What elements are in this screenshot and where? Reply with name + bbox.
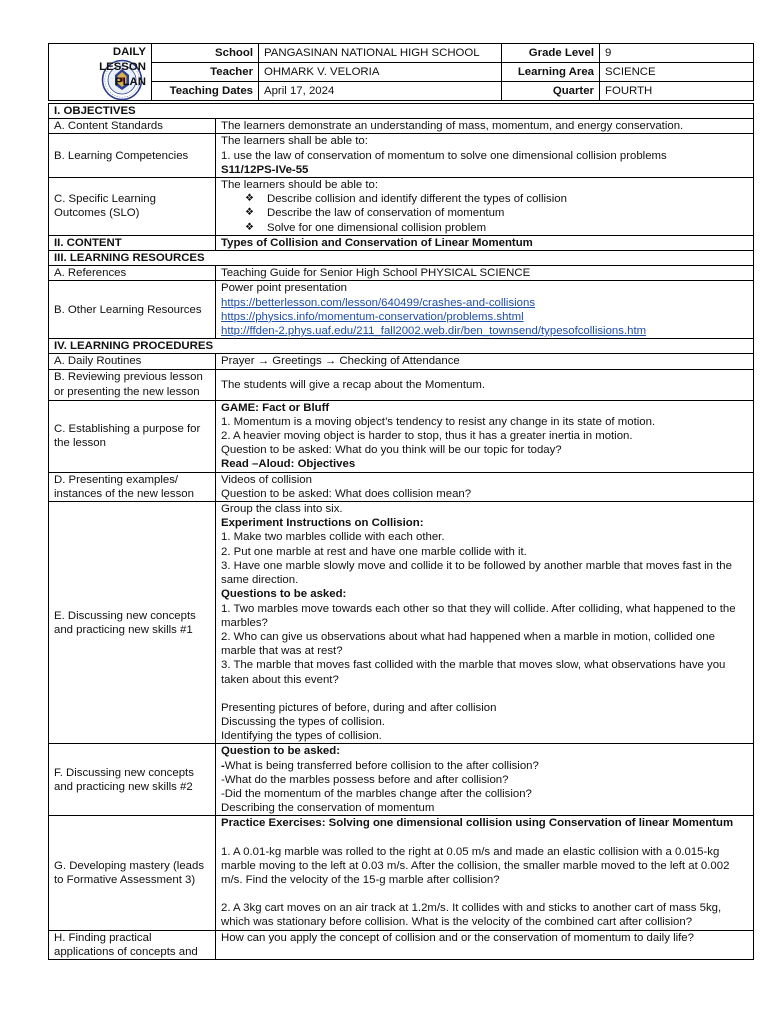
- discussing2-line: Describing the conservation of momentum: [221, 802, 435, 815]
- competencies-item: 1. use the law of conservation of momentum to solve one dimensional collision problems: [221, 149, 667, 162]
- discussing1-line: 3. Have one marble slowly move and collide it to be followed by another marble that moves fast in the same direction.: [221, 559, 732, 587]
- slo-cell: [216, 178, 754, 236]
- reviewing-label: B. Reviewing previous lesson or presenting the new lesson: [49, 369, 216, 400]
- discussing2-line: -Did the momentum of the marbles change after the collision?: [221, 787, 532, 800]
- content-text: Types of Collision and Conservation of Linear Momentum: [216, 235, 754, 250]
- slo-intro: The learners should be able to:: [221, 179, 379, 192]
- mastery-line: Practice Exercises: Solving one dimensional collision using Conservation of linear Momentum: [221, 817, 734, 830]
- purpose-game: GAME: Fact or Bluff: [221, 401, 330, 414]
- discussing1-line: 2. Who can give us observations about what had happened when a marble in motion, collided one marble that was at rest?: [221, 630, 715, 658]
- routine-greetings: Greetings: [272, 355, 322, 368]
- lesson-plan-table: [48, 103, 754, 960]
- slo-item: ❖ Describe the law of conservation of momentum: [245, 206, 748, 220]
- quarter-value: FOURTH: [600, 82, 754, 101]
- discussing1-line: Group the class into six.: [221, 503, 343, 516]
- references-label: A. References: [49, 266, 216, 281]
- quarter-label: Quarter: [502, 82, 600, 101]
- daily-routines-label: A. Daily Routines: [49, 354, 216, 369]
- purpose-line: 1. Momentum is a moving object’s tendency to resist any change in its state of motion.: [221, 415, 656, 428]
- daily-routines-cell: [216, 354, 754, 369]
- slo-item: ❖ Solve for one dimensional collision problem: [245, 221, 748, 235]
- title-cell: [49, 44, 152, 101]
- discussing2-cell: [216, 744, 754, 816]
- purpose-line: Question to be asked: What do you think will be our topic for today?: [221, 444, 562, 457]
- discussing1-line: 1. Two marbles move towards each other so that they will collide. After colliding, what happened to the marbles?: [221, 602, 736, 629]
- learning-area-label: Learning Area: [502, 63, 600, 82]
- discussing1-line: Identifying the types of collision.: [221, 730, 382, 743]
- competencies-label: B. Learning Competencies: [49, 134, 216, 178]
- arrow-right-icon: →: [324, 355, 337, 368]
- discussing2-label: F. Discussing new concepts and practicing new skills #2: [49, 744, 216, 816]
- other-resources-cell: [216, 281, 754, 339]
- competencies-intro: The learners shall be able to:: [221, 135, 368, 148]
- mastery-line: 2. A 3kg cart moves on an air track at 1.2m/s. It collides with and sticks to another cart of mass 5kg, which was stationary before collision. What is the velocity of the combined cart after collision?: [221, 902, 722, 929]
- purpose-line: 2. A heavier moving object is harder to stop, thus it has a greater inertia in motion.: [221, 430, 633, 443]
- arrow-right-icon: →: [257, 355, 270, 368]
- discussing1-line: Presenting pictures of before, during and after collision: [221, 701, 497, 714]
- other-resources-intro: Power point presentation: [221, 282, 348, 295]
- applications-label: H. Finding practical applications of concepts and: [49, 930, 216, 959]
- discussing1-line: Discussing the types of collision.: [221, 715, 385, 728]
- slo-list: [221, 192, 748, 235]
- presenting-label: D. Presenting examples/ instances of the new lesson: [49, 472, 216, 501]
- other-resources-label: B. Other Learning Resources: [49, 281, 216, 339]
- competencies-cell: [216, 134, 754, 178]
- applications-text: How can you apply the concept of collision and or the conservation of momentum to daily life?: [216, 930, 754, 959]
- purpose-cell: [216, 400, 754, 472]
- presenting-cell: [216, 472, 754, 501]
- discussing1-cell: [216, 502, 754, 744]
- learning-area-value: SCIENCE: [600, 63, 754, 82]
- discussing2-line: Question to be asked:: [221, 745, 340, 758]
- presenting-line: Question to be asked: What does collision mean?: [221, 487, 472, 500]
- grade-level-label: Grade Level: [502, 44, 600, 63]
- discussing2-line: -What do the marbles possess before and after collision?: [221, 773, 509, 786]
- discussing1-label: E. Discussing new concepts and practicing new skills #1: [49, 502, 216, 744]
- discussing1-line: 2. Put one marble at rest and have one marble collide with it.: [221, 545, 527, 558]
- slo-item: ❖ Describe collision and identify different the types of collision: [245, 192, 748, 206]
- discussing1-line: 3. The marble that moves fast collided with the marble that moves slow, what observations have you taken about this event?: [221, 659, 726, 686]
- teaching-dates-label: Teaching Dates: [152, 82, 259, 101]
- grade-level-value: 9: [600, 44, 754, 63]
- reviewing-text: The students will give a recap about the Momentum.: [216, 369, 754, 400]
- discussing1-line: 1. Make two marbles collide with each other.: [221, 531, 445, 544]
- mastery-line: 1. A 0.01-kg marble was rolled to the right at 0.05 m/s and made an elastic collision with a 0.015-kg marble moving to the left at 0.03 m/s. After the collision, the smaller marble moved to the left at 0.002 m/s. Find the velocity of the 15-g marble after collision?: [221, 845, 730, 886]
- objectives-heading: I. OBJECTIVES: [49, 104, 754, 119]
- purpose-label: C. Establishing a purpose for the lesson: [49, 400, 216, 472]
- routine-attendance: Checking of Attendance: [339, 355, 460, 368]
- resource-link[interactable]: https://physics.info/momentum-conservation/problems.shtml: [221, 310, 524, 323]
- resource-link[interactable]: http://ffden-2.phys.uaf.edu/211_fall2002.web.dir/ben_townsend/typesofcollisions.htm: [221, 325, 647, 338]
- school-label: School: [152, 44, 259, 63]
- mastery-cell: [216, 816, 754, 930]
- resource-link[interactable]: https://betterlesson.com/lesson/640499/crashes-and-collisions: [221, 296, 536, 309]
- discussing1-line: Questions to be asked:: [221, 588, 347, 601]
- slo-label: C. Specific Learning Outcomes (SLO): [49, 178, 216, 236]
- content-heading: II. CONTENT: [49, 235, 216, 250]
- content-standards-text: The learners demonstrate an understanding of mass, momentum, and energy conservation.: [216, 119, 754, 134]
- teacher-value: OHMARK V. VELORIA: [259, 63, 502, 82]
- purpose-line: Read –Aloud: Objectives: [221, 458, 356, 471]
- doc-title: DAILY LESSON PLAN: [99, 46, 146, 88]
- resources-heading: III. LEARNING RESOURCES: [49, 251, 754, 266]
- school-value: PANGASINAN NATIONAL HIGH SCHOOL: [259, 44, 502, 63]
- discussing1-line: Experiment Instructions on Collision:: [221, 517, 424, 530]
- routine-prayer: Prayer: [221, 355, 255, 368]
- discussing2-line: -What is being transferred before collision to the after collision?: [221, 759, 539, 772]
- header-table: [48, 43, 754, 101]
- competencies-code: S11/12PS-IVe-55: [221, 163, 309, 176]
- references-text: Teaching Guide for Senior High School PHYSICAL SCIENCE: [216, 266, 754, 281]
- procedures-heading: IV. LEARNING PROCEDURES: [49, 339, 754, 354]
- teacher-label: Teacher: [152, 63, 259, 82]
- mastery-label: G. Developing mastery (leads to Formative Assessment 3): [49, 816, 216, 930]
- teaching-dates-value: April 17, 2024: [259, 82, 502, 101]
- content-standards-label: A. Content Standards: [49, 119, 216, 134]
- presenting-line: Videos of collision: [221, 473, 312, 486]
